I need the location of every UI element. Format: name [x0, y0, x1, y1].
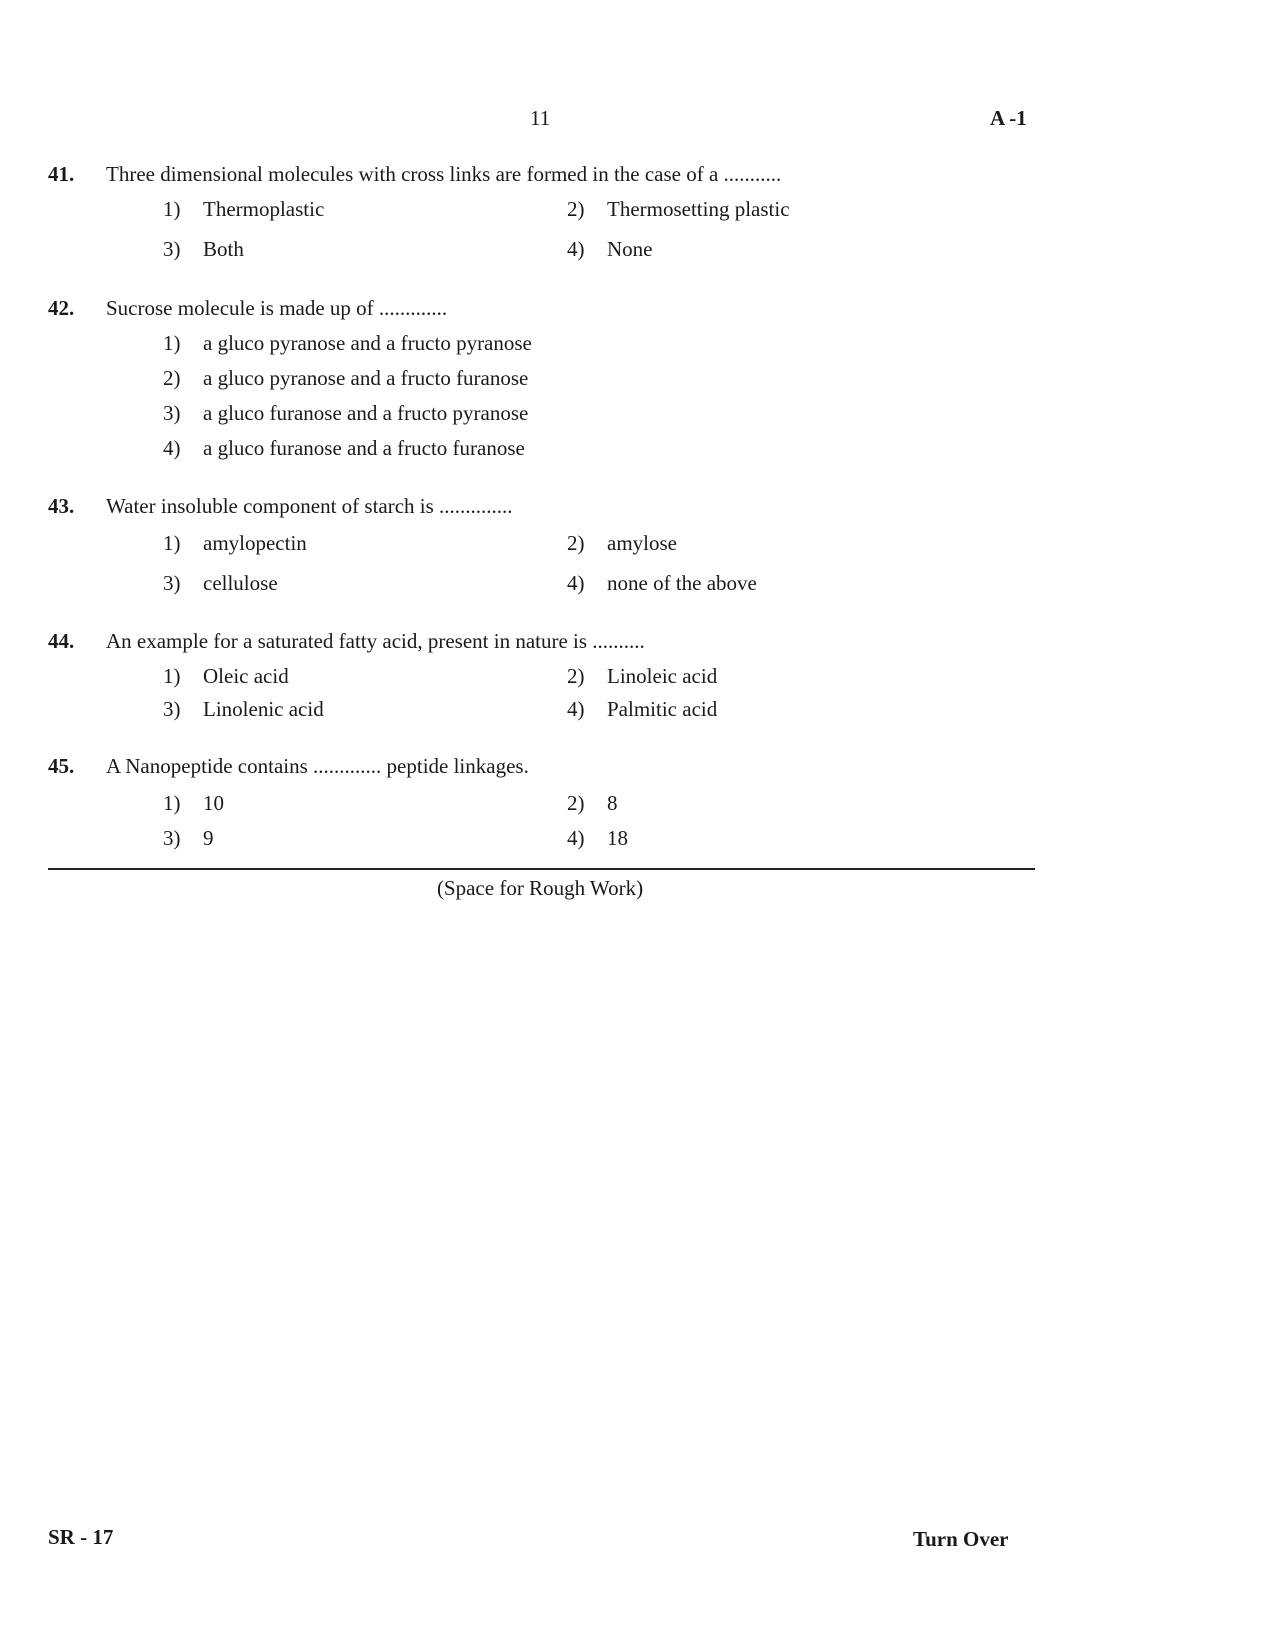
option	[163, 571, 278, 596]
option-text: a gluco pyranose and a fructo furanose	[203, 366, 529, 390]
option	[567, 697, 717, 722]
option-text: amylopectin	[203, 531, 307, 555]
option-text: a gluco pyranose and a fructo pyranose	[203, 331, 532, 355]
question-number: 42.	[48, 296, 75, 320]
series-code: A -1	[990, 106, 1027, 130]
option-number: 2)	[567, 791, 585, 815]
divider	[48, 868, 1035, 870]
option-number: 2)	[567, 197, 585, 221]
page-number: 11	[530, 106, 551, 130]
option	[163, 401, 528, 426]
option-text: amylose	[607, 531, 677, 555]
option-number: 2)	[567, 531, 585, 555]
footer-turn-over: Turn Over	[913, 1527, 1009, 1551]
question-number: 43.	[48, 494, 75, 518]
option	[163, 664, 289, 689]
option-number: 4)	[567, 697, 585, 721]
option-number: 4)	[567, 826, 585, 850]
option	[567, 237, 653, 262]
option-text: a gluco furanose and a fructo pyranose	[203, 401, 529, 425]
option-text: none of the above	[607, 571, 757, 595]
option	[163, 826, 214, 851]
option	[163, 331, 532, 356]
option-number: 1)	[163, 664, 181, 688]
option-text: Thermosetting plastic	[607, 197, 790, 221]
option-text: Linolenic acid	[203, 697, 324, 721]
option	[163, 697, 324, 722]
question-number: 41.	[48, 162, 75, 186]
option-number: 3)	[163, 826, 181, 850]
option	[567, 791, 618, 816]
option	[567, 826, 628, 851]
question-text: An example for a saturated fatty acid, present in nature is ..........	[106, 629, 645, 653]
option	[163, 366, 528, 391]
question-text: A Nanopeptide contains ............. peptide linkages.	[106, 754, 529, 778]
option-text: cellulose	[203, 571, 278, 595]
option	[567, 531, 677, 556]
option	[163, 531, 307, 556]
option-number: 1)	[163, 197, 181, 221]
option-text: a gluco furanose and a fructo furanose	[203, 436, 525, 460]
option-number: 3)	[163, 401, 181, 425]
option	[567, 197, 790, 222]
question-text: Sucrose molecule is made up of .............	[106, 296, 448, 320]
rough-work-label: (Space for Rough Work)	[436, 876, 644, 900]
option-text: 9	[203, 826, 214, 850]
option-text: 8	[607, 791, 618, 815]
question-text: Three dimensional molecules with cross links are formed in the case of a ...........	[106, 162, 782, 186]
option-number: 2)	[567, 664, 585, 688]
option	[163, 197, 324, 222]
option-text: 18	[607, 826, 628, 850]
option-text: Oleic acid	[203, 664, 289, 688]
question-number: 45.	[48, 754, 75, 778]
question-text: Water insoluble component of starch is ..............	[106, 494, 513, 518]
option-number: 3)	[163, 571, 181, 595]
option-number: 1)	[163, 531, 181, 555]
option	[163, 791, 224, 816]
option	[567, 664, 717, 689]
option-number: 2)	[163, 366, 181, 390]
option-text: None	[607, 237, 653, 261]
option-number: 3)	[163, 697, 181, 721]
option-number: 4)	[567, 571, 585, 595]
option-text: Both	[203, 237, 244, 261]
option-number: 1)	[163, 791, 181, 815]
question-number: 44.	[48, 629, 75, 653]
option-text: Palmitic acid	[607, 697, 718, 721]
footer-code: SR - 17	[48, 1525, 114, 1549]
option-text: Thermoplastic	[203, 197, 325, 221]
option	[163, 237, 244, 262]
option-number: 1)	[163, 331, 181, 355]
option-text: Linoleic acid	[607, 664, 718, 688]
option	[163, 436, 525, 461]
option-number: 4)	[567, 237, 585, 261]
option-number: 3)	[163, 237, 181, 261]
option	[567, 571, 757, 596]
option-text: 10	[203, 791, 224, 815]
option-number: 4)	[163, 436, 181, 460]
